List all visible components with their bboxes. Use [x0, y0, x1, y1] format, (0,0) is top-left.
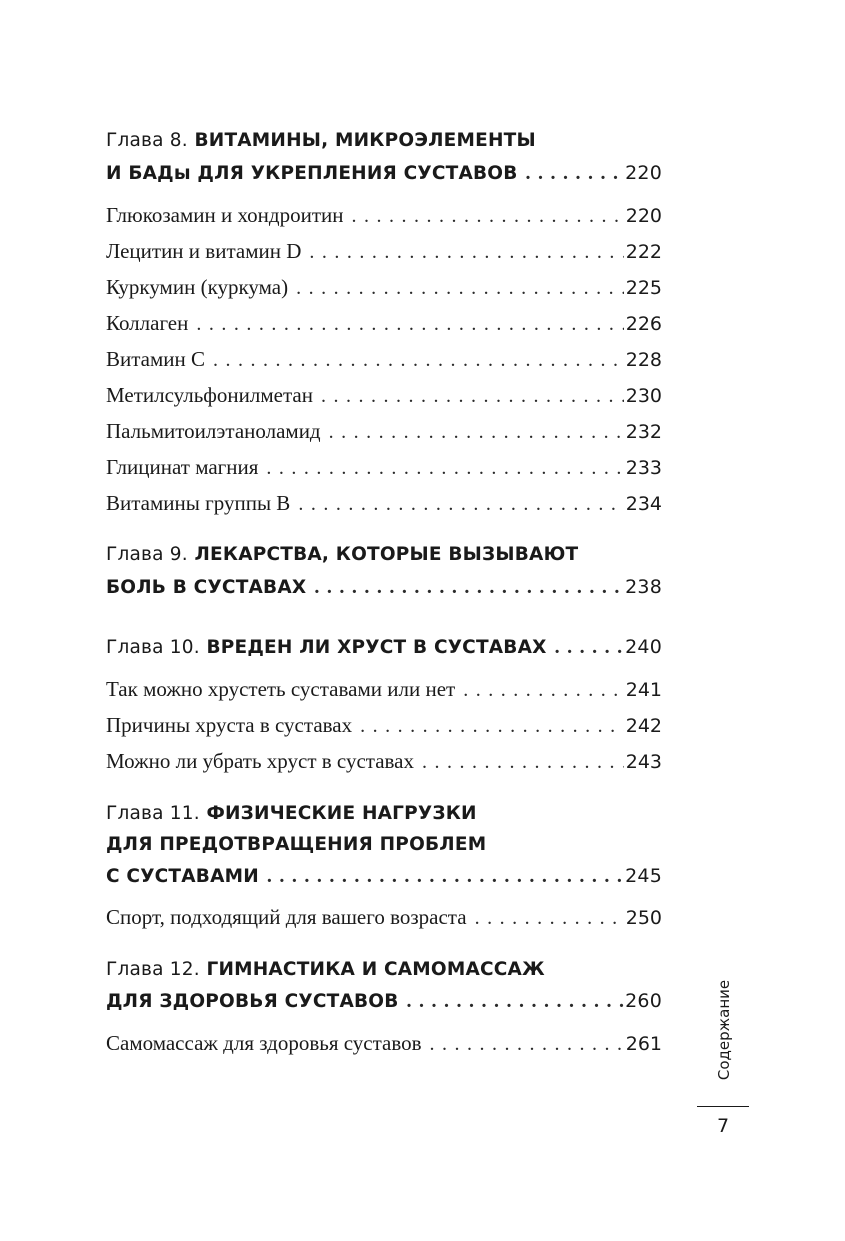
chapter-title: ВРЕДЕН ЛИ ХРУСТ В СУСТАВАХ — [206, 637, 547, 658]
dot-leader — [259, 865, 624, 888]
toc-entry[interactable] — [106, 1031, 662, 1056]
chapter-11-heading[interactable] — [106, 803, 662, 824]
dot-leader — [313, 385, 624, 408]
chapter-title: ЛЕКАРСТВА, КОТОРЫЕ ВЫЗЫВАЮТ — [194, 544, 579, 565]
page-number: 230 — [625, 385, 662, 407]
dot-leader — [547, 636, 624, 659]
entry-title: Самомассаж для здоровья суставов — [106, 1031, 422, 1055]
entry-title: Лецитин и витамин D — [106, 239, 302, 263]
dot-leader — [288, 277, 624, 300]
entry-title: Так можно хрустеть суставами или нет — [106, 677, 456, 701]
chapter-10-heading[interactable] — [106, 636, 662, 659]
entry-title: Можно ли убрать хруст в суставах — [106, 749, 414, 773]
entry-title: Витамин С — [106, 347, 206, 371]
toc-entry[interactable] — [106, 203, 662, 228]
chapter-9-heading[interactable] — [106, 544, 662, 565]
chapter-title: ВИТАМИНЫ, МИКРОЭЛЕМЕНТЫ — [194, 130, 536, 151]
entry-title: Куркумин (куркума) — [106, 275, 289, 299]
page-number: 222 — [625, 241, 662, 263]
dot-leader — [321, 421, 624, 444]
page-number: 242 — [625, 715, 662, 737]
entry-title: Причины хруста в суставах — [106, 713, 353, 737]
entry-title: Глюкозамин и хондроитин — [106, 203, 344, 227]
dot-leader — [301, 241, 624, 264]
dot-leader — [258, 457, 624, 480]
chapter-title: БОЛЬ В СУСТАВАХ — [106, 577, 307, 598]
page-number: 260 — [625, 990, 662, 1012]
page-number: 234 — [625, 493, 662, 515]
chapter-title: С СУСТАВАМИ — [106, 866, 259, 887]
entry-title: Глицинат магния — [106, 455, 259, 479]
chapter-title: И БАДы ДЛЯ УКРЕПЛЕНИЯ СУСТАВОВ — [106, 163, 518, 184]
page-number: 228 — [625, 349, 662, 371]
chapter-11-heading-end[interactable] — [106, 865, 662, 888]
page-number: 245 — [625, 865, 662, 887]
page-number: 232 — [625, 421, 662, 443]
chapter-8-heading-end[interactable] — [106, 162, 662, 185]
chapter-12-heading-end[interactable] — [106, 990, 662, 1013]
chapter-title: ДЛЯ ЗДОРОВЬЯ СУСТАВОВ — [106, 991, 399, 1012]
chapter-9-heading-end[interactable] — [106, 576, 662, 599]
toc-entry[interactable] — [106, 239, 662, 264]
toc-entry[interactable] — [106, 419, 662, 444]
toc-entry[interactable] — [106, 905, 662, 930]
toc-entry[interactable] — [106, 749, 662, 774]
dot-leader — [455, 679, 624, 702]
page-number: 241 — [625, 679, 662, 701]
chapter-title: ДЛЯ ПРЕДОТВРАЩЕНИЯ ПРОБЛЕМ — [106, 834, 487, 855]
folio-rule — [697, 1106, 749, 1107]
dot-leader — [344, 205, 624, 228]
page-number: 243 — [625, 751, 662, 773]
chapter-title: ГИМНАСТИКА И САМОМАССАЖ — [206, 959, 545, 980]
chapter-12-heading[interactable] — [106, 959, 662, 980]
toc-entry[interactable] — [106, 713, 662, 738]
chapter-11-heading-line2[interactable] — [106, 834, 662, 855]
chapter-prefix: Глава 12. — [106, 959, 200, 980]
chapter-prefix: Глава 10. — [106, 637, 200, 658]
dot-leader — [518, 162, 624, 185]
toc-entry[interactable] — [106, 455, 662, 480]
page-number: 250 — [625, 907, 662, 929]
toc-entry[interactable] — [106, 347, 662, 372]
dot-leader — [352, 715, 624, 738]
entry-title: Спорт, подходящий для вашего возраста — [106, 905, 467, 929]
dot-leader — [306, 576, 624, 599]
dot-leader — [188, 313, 624, 336]
toc-entry[interactable] — [106, 677, 662, 702]
dot-leader — [467, 907, 624, 930]
toc-entry[interactable] — [106, 311, 662, 336]
toc-entry[interactable] — [106, 383, 662, 408]
dot-leader — [290, 493, 624, 516]
page-number: 261 — [625, 1033, 662, 1055]
dot-leader — [414, 751, 624, 774]
page-number: 238 — [625, 576, 662, 598]
toc-entry[interactable] — [106, 491, 662, 516]
section-side-label: Содержание — [715, 979, 733, 1081]
chapter-prefix: Глава 9. — [106, 544, 188, 565]
entry-title: Метилсульфонилметан — [106, 383, 313, 407]
entry-title: Пальмитоилэтаноламид — [106, 419, 321, 443]
chapter-prefix: Глава 11. — [106, 803, 200, 824]
page-number: 220 — [625, 162, 662, 184]
chapter-8-heading[interactable] — [106, 130, 662, 151]
chapter-title: ФИЗИЧЕСКИЕ НАГРУЗКИ — [206, 803, 477, 824]
page-number: 220 — [625, 205, 662, 227]
chapter-prefix: Глава 8. — [106, 130, 188, 151]
page-folio: 7 — [716, 1115, 730, 1137]
entry-title: Витамины группы В — [106, 491, 291, 515]
entry-title: Коллаген — [106, 311, 189, 335]
dot-leader — [399, 990, 624, 1013]
page-number: 233 — [625, 457, 662, 479]
page-number: 240 — [625, 636, 662, 658]
page-number: 225 — [625, 277, 662, 299]
page-number: 226 — [625, 313, 662, 335]
toc-entry[interactable] — [106, 275, 662, 300]
dot-leader — [422, 1033, 624, 1056]
dot-leader — [205, 349, 624, 372]
